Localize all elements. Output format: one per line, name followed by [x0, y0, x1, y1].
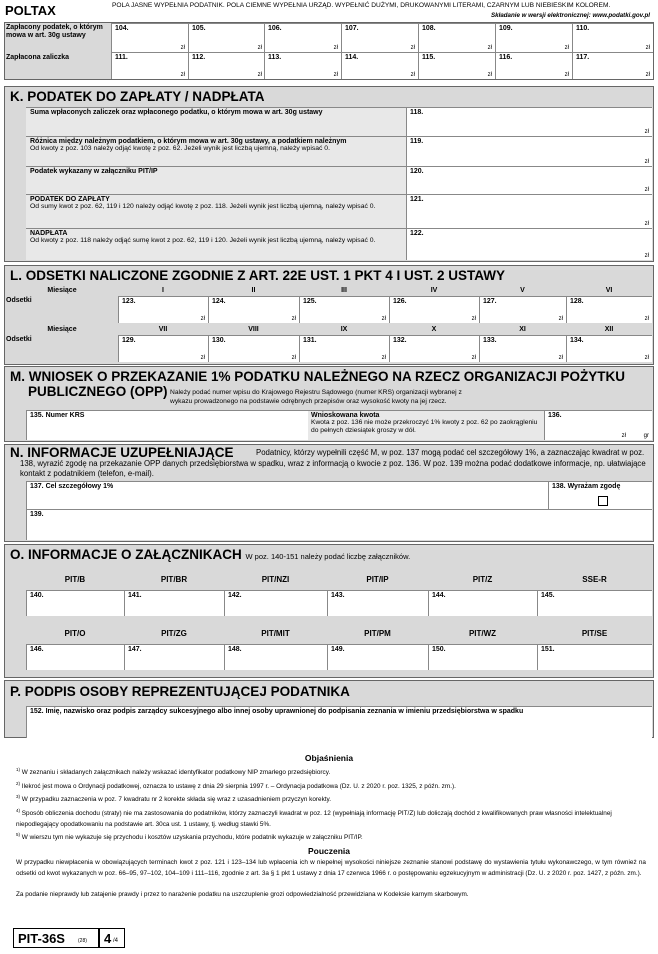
- attachment-label-pit-b: PIT/B: [64, 575, 86, 584]
- attachment-label-pit-nzi: PIT/NZI: [261, 575, 290, 584]
- interest-field-131[interactable]: 131. zł: [299, 335, 389, 362]
- interest-label-1: Odsetki: [6, 297, 32, 304]
- row-label-tax-paid: Zapłacony podatek, o którym mowa w art. 30g ustawy: [6, 24, 103, 39]
- attachment-label-pit-zg: PIT/ZG: [161, 629, 187, 638]
- month-header-IV: IV: [430, 287, 438, 294]
- months-label-2: Miesiące: [47, 326, 77, 333]
- fill-instruction: POLA JASNE WYPEŁNIA PODATNIK. POLA CIEMNE WYPEŁNIA URZĄD. WYPEŁNIĆ DUŻYMI, DRUKOWANYMI LITERAMI, CZARNYM LUB NIEBIESKIM KOLOREM.: [112, 2, 611, 9]
- k-row-label-121: PODATEK DO ZAPŁATY Od sumy kwot z poz. 62, 119 i 120 należy odjąć kwotę z poz. 118. Jeżeli wynik jest liczbą ujemną, należy wpisać 0.: [26, 194, 406, 228]
- attachment-count-140[interactable]: 140.: [26, 590, 124, 616]
- month-header-VI: VI: [605, 287, 613, 294]
- month-header-V: V: [520, 287, 525, 294]
- attachment-label-pit-se: PIT/SE: [581, 629, 608, 638]
- amount-field-107[interactable]: 107. zł: [341, 23, 418, 52]
- attachment-count-147[interactable]: 147.: [124, 644, 224, 670]
- month-header-II: II: [251, 287, 256, 294]
- month-header-X: X: [431, 326, 437, 333]
- instructions-title: Pouczenia: [307, 846, 351, 856]
- interest-field-130[interactable]: 130. zł: [208, 335, 299, 362]
- interest-label-2: Odsetki: [6, 336, 32, 343]
- attachment-count-143[interactable]: 143.: [327, 590, 428, 616]
- amount-field-105[interactable]: 105. zł: [188, 23, 265, 52]
- attachment-label-pit-z: PIT/Z: [472, 575, 493, 584]
- section-p-title: P. PODPIS OSOBY REPREZENTUJĄCEJ PODATNIKA: [10, 684, 350, 699]
- purpose-field[interactable]: 137. Cel szczegółowy 1%: [26, 481, 548, 509]
- explanation-item: $^{2)}$ Ilekroć jest mowa o Ordynacji podatkowej, oznacza to ustawę z dnia 29 sierpnia 1997 r. – Ordynacja podatkowa (Dz. U. z 2020 r. poz. 1325, z późn. zm.).: [16, 780, 456, 790]
- month-header-I: I: [162, 287, 164, 294]
- attachment-count-148[interactable]: 148.: [224, 644, 327, 670]
- interest-field-128[interactable]: 128. zł: [566, 296, 652, 323]
- amount-field-104[interactable]: 104. zł: [111, 23, 188, 52]
- amount-field-121[interactable]: 121. zł: [406, 194, 652, 228]
- interest-field-134[interactable]: 134. zł: [566, 335, 652, 362]
- attachment-count-151[interactable]: 151.: [537, 644, 652, 670]
- amount-field-117[interactable]: 117. zł: [572, 52, 653, 79]
- brand-logo: POLTAX: [5, 3, 56, 18]
- amount-field-118[interactable]: 118. zł: [406, 107, 652, 136]
- page-total: /4: [113, 938, 119, 944]
- explanation-item: $^{1)}$ W zeznaniu i składanych załącznikach należy wskazać identyfikator podatkowy NIP zmarłego przedsiębiorcy.: [16, 767, 331, 777]
- form-id-box: [13, 928, 99, 948]
- explanations-title: Objaśnienia: [304, 753, 354, 763]
- attachment-label-pit-mit: PIT/MIT: [261, 629, 290, 638]
- interest-field-124[interactable]: 124. zł: [208, 296, 299, 323]
- amount-field-114[interactable]: 114. zł: [341, 52, 418, 79]
- instructions-text-2: Za podanie nieprawdy lub zatajenie prawdy i przez to narażenie podatku na uszczuplenie grozi odpowiedzialność przewidziana w Kodeksie karnym skarbowym.: [16, 891, 469, 898]
- month-header-VIII: VIII: [248, 326, 259, 333]
- signature-field[interactable]: 152. Imię, nazwisko oraz podpis zarządcy sukcesyjnego albo innej osoby uprawnionej do podpisania zeznania w imieniu przedsiębiorstwa w spadku: [26, 706, 652, 738]
- month-header-IX: IX: [340, 326, 348, 333]
- amount-field-109[interactable]: 109. zł: [495, 23, 572, 52]
- amount-field-122[interactable]: 122. zł: [406, 228, 652, 260]
- attachment-count-141[interactable]: 141.: [124, 590, 224, 616]
- instructions-text-1: W przypadku niewpłacenia w obowiązujących terminach kwot z poz. 121 i 123–134 lub wpłacenia ich w niepełnej wysokości niniejsze zeznanie stanowi podstawę do wystawienia tytułu wykonawczego, w tym również na odsetki od kwot wykazanych w poz. 66–95, 97–102, 104–109 i 111–116, zgodnie z art. 3a § 1 pkt 1 ustawy z dnia 17 czerwca 1966 r. o postępowaniu egzekucyjnym w administracji (Dz. U. z 2020 r. poz. 1427, z późn. zm.).: [16, 859, 646, 877]
- interest-field-133[interactable]: 133. zł: [479, 335, 566, 362]
- amount-field-113[interactable]: 113. zł: [264, 52, 341, 79]
- form-version: (28): [78, 938, 87, 944]
- section-m-desc: Należy podać numer wpisu do Krajowego Rejestru Sądowego (numer KRS) organizacji wybranej z wykazu prowadzonego na podstawie odrębnych przepisów oraz wysokość kwoty na jej rzecz.: [170, 389, 462, 405]
- amount-field-108[interactable]: 108. zł: [418, 23, 495, 52]
- krs-number-field[interactable]: 135. Numer KRS: [26, 410, 308, 440]
- attachment-count-146[interactable]: 146.: [26, 644, 124, 670]
- k-row-label-122: NADPŁATA Od kwoty z poz. 118 należy odjąć sumę kwot z poz. 62, 119 i 120. Jeżeli wynik jest liczbą ujemną, należy wpisać 0.: [26, 228, 406, 260]
- amount-field-115[interactable]: 115. zł: [418, 52, 495, 79]
- amount-field-111[interactable]: 111. zł: [111, 52, 188, 79]
- section-m-title: M. WNIOSEK O PRZEKAZANIE 1% PODATKU NALEŻNEGO NA RZECZ ORGANIZACJI POŻYTKU: [10, 369, 626, 384]
- amount-field-110[interactable]: 110. zł: [572, 23, 653, 52]
- section-k-title: K. PODATEK DO ZAPŁATY / NADPŁATA: [10, 89, 265, 104]
- explanation-item: $^{5)}$ W wierszu tym nie wykazuje się przychodu i kosztów uzyskania przychodu, które podatnik wykazuje w załączniku PIT/IP.: [16, 832, 363, 842]
- consent-checkbox[interactable]: [598, 496, 608, 506]
- explanation-item: $^{3)}$ W przypadku zaznaczenia w poz. 7 kwadratu nr 2 korekte składa się wraz z uzasadnieniem przyczyn korekty.: [16, 794, 332, 804]
- attachment-label-pit-o: PIT/O: [64, 629, 86, 638]
- section-l-title: L. ODSETKI NALICZONE ZGODNIE Z ART. 22E UST. 1 PKT 4 I UST. 2 USTAWY: [10, 268, 506, 283]
- attachment-count-142[interactable]: 142.: [224, 590, 327, 616]
- attachment-count-149[interactable]: 149.: [327, 644, 428, 670]
- section-n-title: N. INFORMACJE UZUPEŁNIAJĄCE: [10, 445, 234, 460]
- amount-field-106[interactable]: 106. zł: [264, 23, 341, 52]
- k-row-label-120: Podatek wykazany w załączniku PIT/IP: [26, 166, 406, 194]
- consent-field: 138. Wyrażam zgodę: [548, 481, 652, 509]
- months-label-1: Miesiące: [47, 287, 77, 294]
- month-header-VII: VII: [158, 326, 168, 333]
- additional-info-field[interactable]: 139.: [26, 509, 652, 540]
- k-row-label-118: Suma wpłaconych zaliczek oraz wpłaconego podatku, o którym mowa w art. 30g ustawy: [26, 107, 406, 136]
- requested-amount-label: Wnioskowana kwota Kwota z poz. 136 nie może przekroczyć 1% kwoty z poz. 62 po zaokrągleniu do pełnych dziesiątek groszy w dół.: [308, 410, 544, 440]
- interest-field-126[interactable]: 126. zł: [389, 296, 479, 323]
- attachment-label-sse-r: SSE-R: [582, 575, 607, 584]
- section-n-desc: Podatnicy, którzy wypełnili część M, w poz. 137 mogą podać cel szczegółowy 1%, a zaznaczając kwadrat w poz. 138, wyrazić zgodę na przekazanie OPP danych przedsiębiorstwa w spadku, wraz z informacją o kwocie z poz. 136. W poz. 139 można podać dodatkowe informacje, np. ułatwiające kontakt z podatnikiem (telefon, e-mail).: [20, 448, 646, 478]
- month-header-XII: XII: [604, 326, 614, 333]
- page-number: 4: [104, 931, 112, 946]
- month-header-XI: XI: [519, 326, 526, 333]
- interest-field-132[interactable]: 132. zł: [389, 335, 479, 362]
- amount-field-119[interactable]: 119. zł: [406, 136, 652, 166]
- row-label-advance-paid: Zapłacona zaliczka: [6, 54, 70, 61]
- amount-field-112[interactable]: 112. zł: [188, 52, 265, 79]
- attachment-label-pit-wz: PIT/WZ: [468, 629, 497, 638]
- attachment-label-pit-ip: PIT/IP: [366, 575, 389, 584]
- attachment-label-pit-br: PIT/BR: [160, 575, 188, 584]
- interest-field-129[interactable]: 129. zł: [118, 335, 208, 362]
- page-number-box: [99, 928, 125, 948]
- amount-field-120[interactable]: 120. zł: [406, 166, 652, 194]
- explanation-item: $^{4)}$ Sposób obliczenia dochodu (straty) nie ma zastosowania do podatników, którzy zaznaczyli kwadrat w poz. 12 (wypełniają informację PIT/Z) lub doliczają dochód z kwalifikowanych praw własności intelektualnej niepodlegający opodatkowaniu na podstawie art. 30ca ust. 1 ustawy, tj. według stawki 5%.: [16, 807, 612, 828]
- interest-field-127[interactable]: 127. zł: [479, 296, 566, 323]
- section-o-title: O. INFORMACJE O ZAŁĄCZNIKACH W poz. 140-151 należy podać liczbę załączników.: [10, 547, 411, 562]
- attachment-count-144[interactable]: 144.: [428, 590, 537, 616]
- attachment-label-pit-pm: PIT/PM: [364, 629, 391, 638]
- amount-field-116[interactable]: 116. zł: [495, 52, 572, 79]
- web-note: Składanie w wersji elektronicznej: www.podatki.gov.pl: [491, 12, 650, 19]
- section-m-title-2: PUBLICZNEGO (OPP): [28, 384, 168, 399]
- requested-amount-field[interactable]: 136. zł gr: [544, 410, 652, 440]
- interest-field-125[interactable]: 125. zł: [299, 296, 389, 323]
- attachment-count-145[interactable]: 145.: [537, 590, 652, 616]
- k-row-label-119: Różnica między należnym podatkiem, o którym mowa w art. 30g ustawy, a podatkiem należnym Od kwoty z poz. 103 należy odjąć kwotę z poz. 62. Jeżeli wynik jest liczbą ujemną, należy wpisać 0.: [26, 136, 406, 166]
- interest-field-123[interactable]: 123. zł: [118, 296, 208, 323]
- attachment-count-150[interactable]: 150.: [428, 644, 537, 670]
- month-header-III: III: [341, 287, 347, 294]
- form-id: PIT-36S: [18, 931, 65, 946]
